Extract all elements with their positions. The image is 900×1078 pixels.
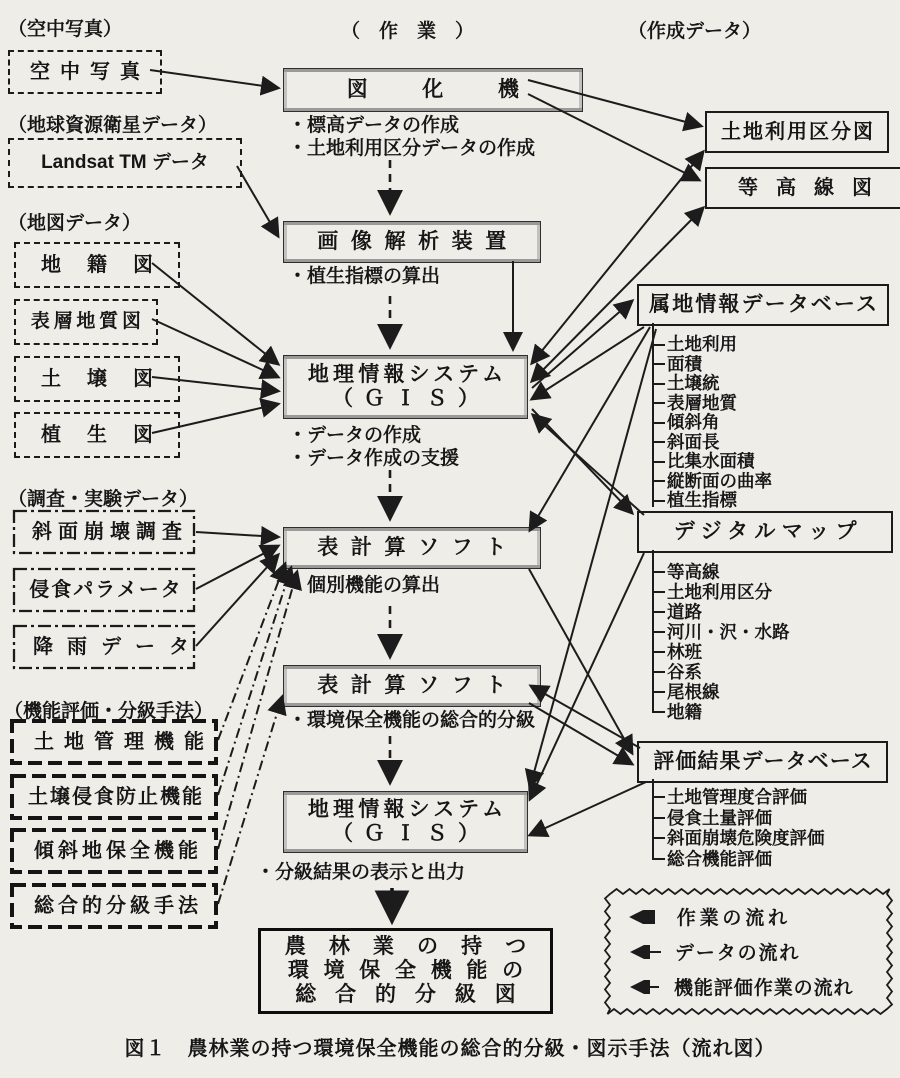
node-cadastral-map: 地籍図 xyxy=(14,242,180,288)
node-digital-map: デジタルマップ xyxy=(637,511,893,553)
node-rainfall-data: 降雨データ xyxy=(33,635,203,658)
header-aerial-photo: （空中写真） xyxy=(8,19,123,40)
node-gis-2 xyxy=(283,791,528,853)
list-item: 縦断面の曲率 xyxy=(667,470,772,491)
evaluation-flow-arrows xyxy=(218,564,297,904)
legend-label: 作業の流れ xyxy=(676,908,791,929)
node-image-analyzer: 画像解析装置 xyxy=(283,221,541,263)
header-created-data: （作成データ） xyxy=(628,21,762,42)
node-land-management-function: 土地管理機能 xyxy=(34,730,214,753)
list-item: 地籍 xyxy=(667,702,790,722)
list-item: 斜面長 xyxy=(667,433,772,453)
solid-arrow-icon xyxy=(623,945,665,959)
list-item: 林班 xyxy=(667,642,790,662)
legend-box xyxy=(607,891,890,1012)
node-spreadsheet-1: 表計算ソフト xyxy=(283,527,541,569)
node-aerial-photo: 空中写真 xyxy=(8,50,162,94)
header-map-data: （地図データ） xyxy=(8,213,142,234)
gis-2-note: ・分級結果の表示と出力 xyxy=(256,862,466,883)
digital-map-items xyxy=(652,562,790,722)
node-evaluation-db: 評価結果データベース xyxy=(637,741,888,783)
plotter-note-1: ・標高データの作成 xyxy=(288,115,460,136)
node-final-grading-map xyxy=(258,928,553,1014)
list-item: 侵食土量評価 xyxy=(667,808,825,829)
node-landsat-tm: Landsat TM データ xyxy=(8,138,242,188)
node-spreadsheet-2: 表計算ソフト xyxy=(283,665,541,707)
node-attribute-db: 属地情報データベース xyxy=(637,284,889,326)
spreadsheet-2-note: ・環境保全機能の総合的分級 xyxy=(288,710,536,731)
legend-evaluation-flow xyxy=(623,973,890,1000)
legend-work-flow xyxy=(623,903,890,930)
node-plotter: 図化機 xyxy=(283,68,583,112)
node-landuse-map: 土地利用区分図 xyxy=(705,111,889,153)
dashdot-arrow-icon xyxy=(623,980,665,994)
list-item: 比集水面積 xyxy=(667,452,772,472)
figure-caption: 図１ 農林業の持つ環境保全機能の総合的分級・図示手法（流れ図） xyxy=(124,1038,776,1060)
node-slope-conservation-function: 傾斜地保全機能 xyxy=(34,839,202,862)
gis-1-note-2: ・データ作成の支援 xyxy=(288,448,460,469)
gis-1-note-1: ・データの作成 xyxy=(288,425,422,446)
list-item: 表層地質 xyxy=(667,394,772,414)
header-survey-data: （調査・実験データ） xyxy=(8,489,199,510)
node-soil-map: 土壌図 xyxy=(14,356,180,402)
final-line-3: 総合的分級図 xyxy=(295,983,535,1007)
node-vegetation-map: 植生図 xyxy=(14,412,180,458)
list-item: 等高線 xyxy=(667,562,790,582)
node-integrated-grading-method: 総合的分級手法 xyxy=(34,894,202,917)
header-evaluation-method: （機能評価・分級手法） xyxy=(4,701,214,722)
node-slope-failure-survey: 斜面崩壊調査 xyxy=(32,520,188,543)
list-item: 植生指標 xyxy=(667,491,772,511)
list-item: 面積 xyxy=(667,355,772,375)
gis-1-subtitle: （ＧＩＳ） xyxy=(332,387,490,410)
list-item: 尾根線 xyxy=(667,682,790,702)
list-item: 土地管理度合評価 xyxy=(667,787,825,808)
node-gis-1 xyxy=(283,355,528,419)
list-item: 土地利用 xyxy=(667,335,772,355)
legend-label: 機能評価作業の流れ xyxy=(673,978,854,999)
header-work: （ 作 業 ） xyxy=(340,21,474,42)
final-line-2: 環境保全機能の xyxy=(287,958,538,982)
header-satellite-data: （地球資源衛星データ） xyxy=(8,115,218,136)
list-item: 道路 xyxy=(667,602,790,622)
list-item: 傾斜角 xyxy=(667,413,772,433)
legend-label: データの流れ xyxy=(674,943,801,964)
list-item: 斜面崩壊危険度評価 xyxy=(667,828,825,848)
attribute-db-items xyxy=(652,335,772,511)
evaluation-db-items xyxy=(652,787,825,869)
final-line-1: 農林業の持つ xyxy=(284,934,550,958)
plotter-note-2: ・土地利用区分データの作成 xyxy=(288,138,536,159)
node-surface-geology-map: 表層地質図 xyxy=(14,299,158,345)
list-item: 谷系 xyxy=(667,662,790,682)
list-item: 総合機能評価 xyxy=(667,849,825,870)
list-item: 河川・沢・水路 xyxy=(667,622,790,642)
legend-data-flow xyxy=(623,938,890,965)
gis-1-title: 地理情報システム xyxy=(307,362,508,386)
list-item: 土地利用区分 xyxy=(667,582,790,602)
node-contour-map: 等高線図 xyxy=(705,167,900,209)
node-soil-erosion-prevention-function: 土壌侵食防止機能 xyxy=(28,785,204,808)
gis-2-title: 地理情報システム xyxy=(307,797,508,821)
dashed-arrow-icon xyxy=(623,910,665,924)
list-item: 土壌統 xyxy=(667,374,772,394)
gis-2-subtitle: （ＧＩＳ） xyxy=(332,822,490,845)
node-erosion-parameter: 侵食パラメータ xyxy=(29,578,183,601)
spreadsheet-1-note: ・個別機能の算出 xyxy=(288,575,441,596)
image-analyzer-note: ・植生指標の算出 xyxy=(288,266,441,287)
